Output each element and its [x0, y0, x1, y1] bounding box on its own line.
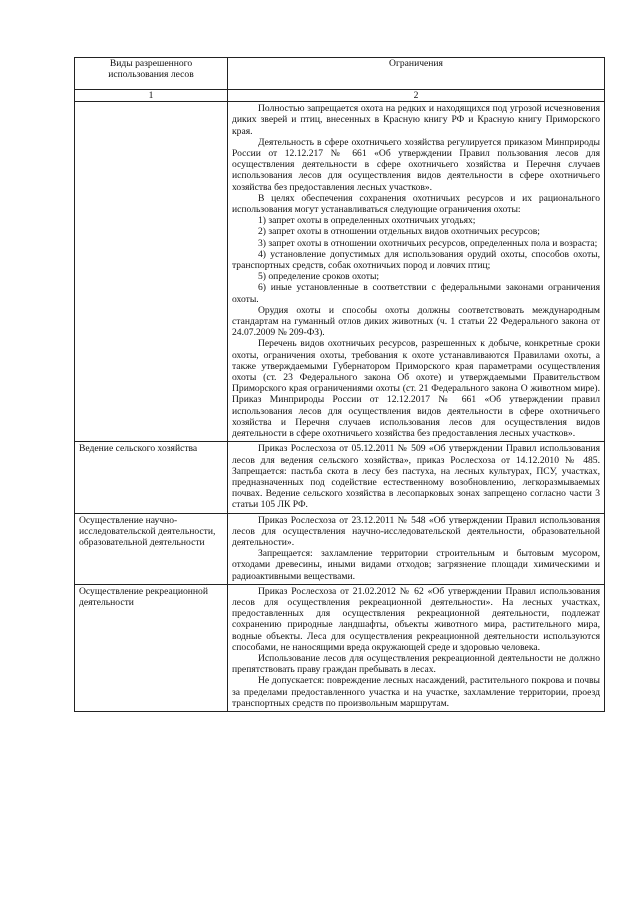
restriction-paragraph: 2) запрет охоты в отношении отдельных видов охотничьих ресурсов;: [258, 226, 540, 238]
table-row: [75, 442, 605, 513]
restrictions-cell: [228, 584, 605, 711]
restrictions-cell: [228, 102, 605, 442]
restriction-paragraph: В целях обеспечения сохранения охотничьих ресурсов и их рационального использования могут устанавливаться следующие ограничения охоты:: [232, 192, 600, 216]
restriction-paragraph: 5) определение сроков охоты;: [258, 271, 380, 283]
forest-use-type-cell: Осуществление рекреационной деятельности: [75, 584, 228, 711]
restriction-paragraph: Запрещается: захламление территории строительным и бытовым мусором, отходами древесины, иными видами отходов; загрязнение площади химическими и радиоактивными веществами.: [232, 548, 600, 582]
table-row: [75, 102, 605, 442]
restrictions-cell: [228, 442, 605, 513]
restriction-paragraph: Орудия охоты и способы охоты должны соответствовать международным стандартам на гуманный отлов диких животных (ч. 1 статьи 22 Федерального закона от 24.07.2009 № 209-ФЗ).: [232, 304, 600, 339]
restriction-paragraph: Использование лесов для осуществления рекреационной деятельности не должно препятствовать праву граждан пребывать в лесах.: [232, 652, 600, 676]
table-row: [75, 513, 605, 584]
table-body: [75, 102, 605, 712]
header-col-forest-use-types: Виды разрешенного использования лесов: [75, 58, 228, 90]
restriction-paragraph: 6) иные установленные в соответствии с федеральными законами ограничения охоты.: [232, 282, 600, 305]
restriction-paragraph: Полностью запрещается охота на редких и находящихся под угрозой исчезновения диких зверей и птиц, внесенных в Красную книгу РФ и Красную книгу Приморского края.: [232, 103, 600, 137]
table-row: [75, 584, 605, 711]
restriction-paragraph: 4) установление допустимых для использования орудий охоты, способов охоты, транспортных средств, собак охотничьих пород и ловчих птиц;: [232, 248, 600, 272]
header-col-restrictions: Ограничения: [228, 58, 605, 90]
restrictions-table: [74, 57, 605, 712]
restriction-paragraph: Приказ Рослесхоза от 21.02.2012 № 62 «Об утверждении Правил использования лесов для осуществления рекреационной деятельности». На лесных участках, предоставленных для осуществления рекреационной деятельности, подлежат сохранению природные ландшафты, объекты животного мира, растительного мира, водные объекты. Леса для осуществления рекреационной деятельности используются способами, не наносящими вреда окружающей среде и здоровью человека.: [232, 585, 600, 653]
column-number-1: 1: [75, 90, 228, 102]
restriction-paragraph: Деятельность в сфере охотничьего хозяйства регулируется приказом Минприроды России от 12.12.217 № 661 «Об утверждении Правил пользования лесов для осуществления деятельности в сфере охотничьего хозяйства и Перечня случаев использования лесов для осуществления видов деятельности в сфере охотничьего хозяйства без предоставления лесных участков».: [232, 136, 600, 193]
restriction-paragraph: Не допускается: повреждение лесных насаждений, растительного покрова и почвы за пределами предоставленного участка и на участке, захламление территории, проезд транспортных средств по произвольным маршрутам.: [232, 675, 600, 709]
table-header-row: [75, 58, 605, 90]
forest-use-type-cell: Осуществление научно-исследовательской деятельности, образовательной деятельности: [75, 513, 228, 584]
restriction-paragraph: 1) запрет охоты в определенных охотничьих угодьях;: [258, 215, 476, 227]
restrictions-cell: [228, 513, 605, 584]
restriction-paragraph: 3) запрет охоты в отношении охотничьих ресурсов, определенных пола и возраста;: [258, 237, 598, 249]
forest-use-type-cell: Ведение сельского хозяйства: [75, 442, 228, 513]
restriction-paragraph: Перечень видов охотничьих ресурсов, разрешенных к добыче, конкретные сроки охоты, ограничения охоты, требования к охоте устанавливаются Правилами охоты, а также утверждаемыми Губернатором Приморского края параметрами осуществления охоты (ст. 23 Федерального закона Об охоте) и утверждаемыми Правительством Приморского края ограничениями охоты (ст. 21 Федерального закона О животном мире). Приказ Минприроды России от 12.12.2017 № 661 «Об утверждении правил использования лесов для осуществления видов деятельности в сфере охотничьего хозяйства и Перечня случаев использования лесов для осуществления видов деятельности в сфере охотничьего хозяйства без предоставления лесных участков».: [232, 338, 600, 440]
restriction-paragraph: Приказ Рослесхоза от 05.12.2011 № 509 «Об утверждении Правил использования лесов для ведения сельского хозяйства», приказ Рослесхоза от 14.12.2010 № 485. Запрещается: пастьба скота в лесу без пастуха, на лесных культурах, ПСУ, участках, предназначенных под содействие естественному возобновлению, легкоразмываемых почвах. Ведение сельского хозяйства в лесопарковых зонах запрещено согласно части 3 статьи 105 ЛК РФ.: [232, 443, 600, 511]
restriction-paragraph: Приказ Рослесхоза от 23.12.2011 № 548 «Об утверждении Правил использования лесов для осуществления научно-исследовательской деятельности, образовательной деятельности».: [232, 514, 600, 548]
column-number-row: [75, 90, 605, 102]
column-number-2: 2: [228, 90, 605, 102]
forest-use-type-cell: [75, 102, 228, 442]
